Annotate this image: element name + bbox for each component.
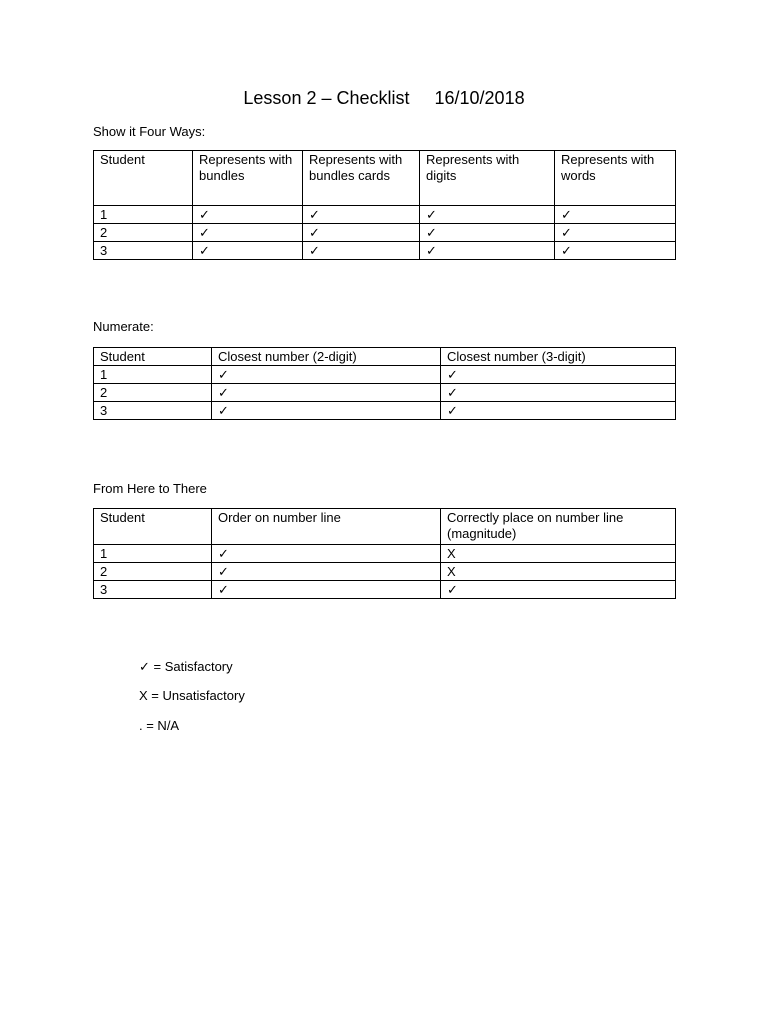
header-cell: Student (94, 509, 212, 545)
check-cell: ✓ (420, 224, 555, 242)
header-cell: Closest number (2-digit) (212, 348, 441, 366)
table-header-row (94, 151, 676, 206)
student-cell: 1 (94, 366, 212, 384)
check-cell: ✓ (193, 206, 303, 224)
table-row (94, 563, 676, 581)
check-cell: ✓ (212, 545, 441, 563)
header-cell: Student (94, 151, 193, 206)
check-cell: ✓ (420, 206, 555, 224)
check-cell: X (441, 563, 676, 581)
header-cell: Represents with bundles (193, 151, 303, 206)
header-cell: Order on number line (212, 509, 441, 545)
student-cell: 3 (94, 581, 212, 599)
table-row (94, 545, 676, 563)
check-cell: ✓ (555, 206, 676, 224)
student-cell: 1 (94, 206, 193, 224)
table-row (94, 224, 676, 242)
header-cell: Correctly place on number line (magnitude) (441, 509, 676, 545)
check-cell: ✓ (555, 242, 676, 260)
table-header-row (94, 348, 676, 366)
check-cell: ✓ (303, 206, 420, 224)
section-title-show-four-ways: Show it Four Ways: (93, 124, 206, 139)
section-title-numerate: Numerate: (93, 319, 154, 334)
check-cell: ✓ (555, 224, 676, 242)
check-cell: ✓ (193, 242, 303, 260)
student-cell: 1 (94, 545, 212, 563)
check-cell: ✓ (441, 384, 676, 402)
student-cell: 3 (94, 402, 212, 420)
table-row (94, 242, 676, 260)
legend-unsatisfactory: X = Unsatisfactory (139, 688, 245, 703)
table-row (94, 402, 676, 420)
table-row (94, 366, 676, 384)
check-cell: ✓ (212, 384, 441, 402)
document-title: Lesson 2 – Checklist 16/10/2018 (243, 88, 525, 108)
check-cell: ✓ (441, 366, 676, 384)
legend-satisfactory: ✓ = Satisfactory (139, 659, 233, 674)
check-cell: ✓ (212, 581, 441, 599)
table-row (94, 384, 676, 402)
from-here-to-there-table (93, 508, 676, 599)
table-row (94, 206, 676, 224)
check-cell: ✓ (441, 402, 676, 420)
check-cell: ✓ (441, 581, 676, 599)
check-cell: ✓ (420, 242, 555, 260)
check-cell: ✓ (212, 402, 441, 420)
check-cell: ✓ (303, 242, 420, 260)
table-row (94, 581, 676, 599)
check-cell: ✓ (303, 224, 420, 242)
header-cell: Represents with bundles cards (303, 151, 420, 206)
check-cell: ✓ (212, 366, 441, 384)
check-cell: X (441, 545, 676, 563)
show-four-ways-table (93, 150, 676, 260)
check-cell: ✓ (212, 563, 441, 581)
student-cell: 3 (94, 242, 193, 260)
numerate-table (93, 347, 676, 420)
table-header-row (94, 509, 676, 545)
section-title-from-here-to-there: From Here to There (93, 481, 207, 496)
student-cell: 2 (94, 563, 212, 581)
check-cell: ✓ (193, 224, 303, 242)
student-cell: 2 (94, 384, 212, 402)
header-cell: Represents with digits (420, 151, 555, 206)
legend-not-applicable: . = N/A (139, 718, 180, 733)
student-cell: 2 (94, 224, 193, 242)
header-cell: Closest number (3-digit) (441, 348, 676, 366)
header-cell: Student (94, 348, 212, 366)
header-cell: Represents with words (555, 151, 676, 206)
